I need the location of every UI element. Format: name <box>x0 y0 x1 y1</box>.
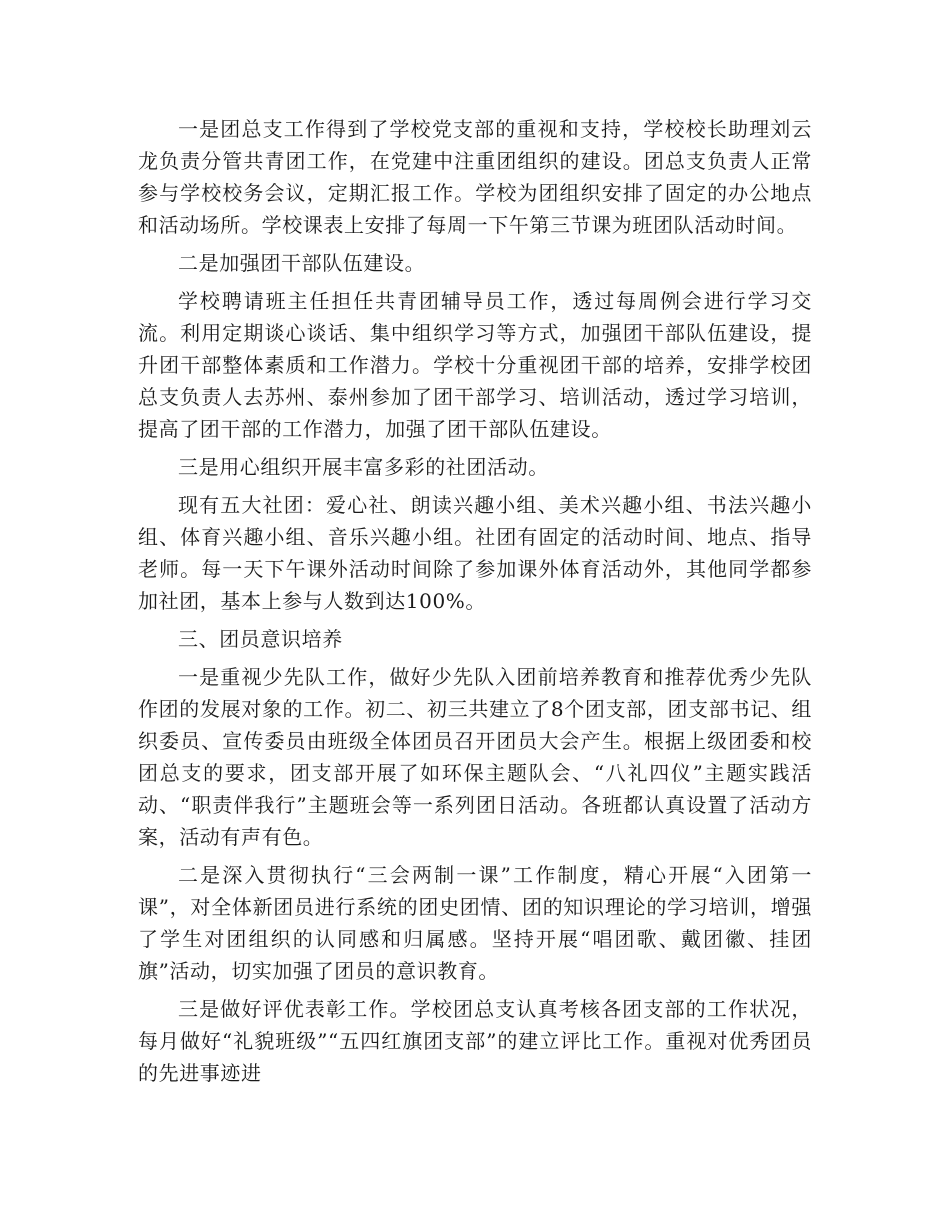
document-body <box>138 113 812 1095</box>
paragraph-9: 三是做好评优表彰工作。学校团总支认真考核各团支部的工作状况，每月做好“礼貌班级”“五四红旗团支部”的建立评比工作。重视对优秀团员的先进事迹进 <box>138 997 812 1085</box>
section-heading: 三、团员意识培养 <box>178 627 343 651</box>
paragraph-1: 一是团总支工作得到了学校党支部的重视和支持，学校校长助理刘云龙负责分管共青团工作，在党建中注重团组织的建设。团总支负责人正常参与学校校务会议，定期汇报工作。学校为团组织安排了固定的办公地点和活动场所。学校课表上安排了每周一下午第三节课为班团队活动时间。 <box>138 117 812 237</box>
paragraph-7: 一是重视少先队工作，做好少先队入团前培养教育和推荐优秀少先队作团的发展对象的工作。初二、初三共建立了8个团支部，团支部书记、组织委员、宣传委员由班级全体团员召开团员大会产生。根据上级团委和校团总支的要求，团支部开展了如环保主题队会、“八礼四仪”主题实践活动、“职责伴我行”主题班会等一系列团日活动。各班都认真设置了活动方案，活动有声有色。 <box>138 665 812 849</box>
paragraph-3: 学校聘请班主任担任共青团辅导员工作，透过每周例会进行学习交流。利用定期谈心谈话、集中组织学习等方式，加强团干部队伍建设，提升团干部整体素质和工作潜力。学校十分重视团干部的培养，安排学校团总支负责人去苏州、泰州参加了团干部学习、培训活动，透过学习培训，提高了团干部的工作潜力，加强了团干部队伍建设。 <box>138 289 812 441</box>
paragraph-2: 二是加强团干部队伍建设。 <box>178 251 426 275</box>
paragraph-4: 三是用心组织开展丰富多彩的社团活动。 <box>178 455 549 479</box>
paragraph-5: 现有五大社团：爱心社、朗读兴趣小组、美术兴趣小组、书法兴趣小组、体育兴趣小组、音乐兴趣小组。社团有固定的活动时间、地点、指导老师。每一天下午课外活动时间除了参加课外体育活动外，其他同学都参加社团，基本上参与人数到达100%。 <box>138 493 812 613</box>
paragraph-8: 二是深入贯彻执行“三会两制一课”工作制度，精心开展“入团第一课”，对全体新团员进行系统的团史团情、团的知识理论的学习培训，增强了学生对团组织的认同感和归属感。坚持开展“唱团歌、戴团徽、挂团旗”活动，切实加强了团员的意识教育。 <box>138 863 812 983</box>
